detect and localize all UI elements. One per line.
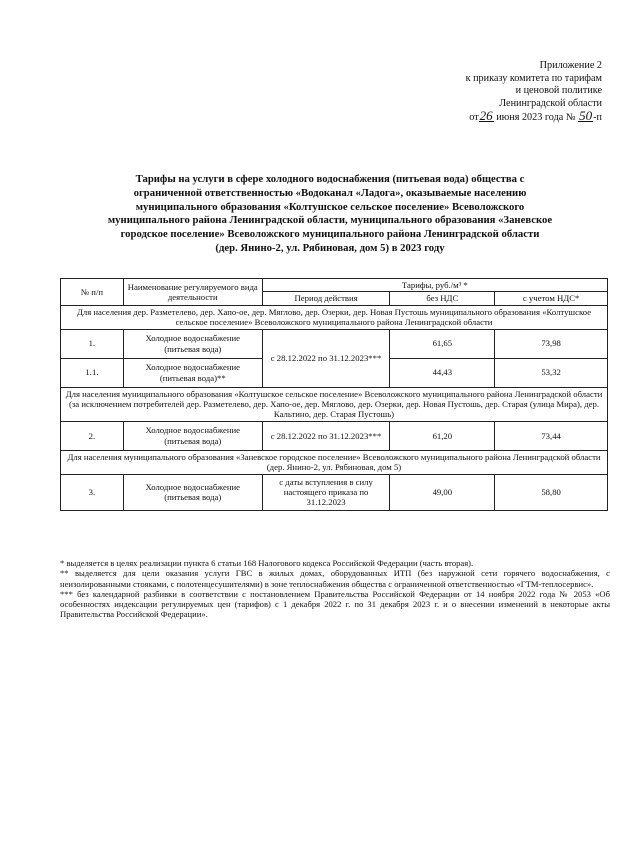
row-name: Холодное водоснабжение (питьевая вода) <box>123 329 262 358</box>
row-num: 1. <box>61 329 124 358</box>
row-with-vat: 73,98 <box>495 329 608 358</box>
order-day-handwritten: 26 <box>479 108 493 124</box>
header-name: Наименование регулируемого вида деятельности <box>123 279 262 306</box>
title-line-5: городское поселение» Всеволожского муниципального района Ленинградской области <box>120 228 540 241</box>
appendix-line-1: к приказу комитета по тарифам <box>465 72 602 84</box>
row-period: с даты вступления в силу настоящего приказа по 31.12.2023 <box>262 474 390 510</box>
row-name: Холодное водоснабжение (питьевая вода) <box>123 421 262 450</box>
header-no-vat: без НДС <box>390 292 495 305</box>
title-line-4: муниципального района Ленинградской области, муниципального образования «Заневское <box>107 214 553 227</box>
footnote-1: * выделяется в целях реализации пункта 6 статьи 168 Налогового кодекса Российской Федерации (часть вторая). <box>60 558 474 568</box>
row-with-vat: 53,32 <box>495 358 608 387</box>
row-period: с 28.12.2022 по 31.12.2023*** <box>262 421 390 450</box>
section-1-text: Для населения дер. Разметелево, дер. Хапо-ое, дер. Мяглово, дер. Озерки, дер. Новая Пустошь муниципального образования «Колтушское сельское поселение» Всеволожского муниципального района Ленинградской области <box>61 305 608 329</box>
header-num: № п/п <box>61 279 124 306</box>
table-row <box>61 421 608 450</box>
section-3-text: Для населения муниципального образования «Заневское городское поселение» Всеволожского муниципального района Ленинградской области (дер. Янино-2, ул. Рябиновая, дом 5) <box>61 450 608 474</box>
tariff-table <box>60 278 608 511</box>
title-line-3: муниципального образования «Колтушское сельское поселение» Всеволожского <box>135 200 525 213</box>
section-row <box>61 305 608 329</box>
order-number-handwritten: 50 <box>579 108 593 124</box>
header-tariffs: Тарифы, руб./м³ * <box>262 279 607 292</box>
section-2-text: Для населения муниципального образования «Колтушское сельское поселение» Всеволожского муниципального района Ленинградской области (за исключением потребителей дер. Разметелево, дер. Хапо-ое, дер. Мяглово, дер. Озерки, дер. Новая Пустошь, дер. Старая (улица Мира), дер. Кальтино, дер. Старая Пустошь) <box>61 387 608 421</box>
title-line-1: Тарифы на услуги в сфере холодного водоснабжения (питьевая вода) общества с <box>135 173 525 185</box>
table-header-row <box>61 279 608 292</box>
section-row <box>61 450 608 474</box>
document-title <box>70 173 590 256</box>
table-row <box>61 474 608 510</box>
footnote-2: ** выделяется для цели оказания услуги ГВС в жилых домах, оборудованных ИТП (без наружной сети горячего водоснабжения, с неизолированными стояками, с полотенцесушителями) в зоне теплоснабжения общества с ограниченной ответственностью «ГТМ-теплосервис». <box>60 568 610 589</box>
row-period: с 28.12.2022 по 31.12.2023*** <box>262 329 390 387</box>
order-prefix: от <box>469 112 479 124</box>
appendix-title: Приложение 2 <box>539 60 602 71</box>
row-name: Холодное водоснабжение (питьевая вода)** <box>123 358 262 387</box>
row-name: Холодное водоснабжение (питьевая вода) <box>123 474 262 510</box>
header-period: Период действия <box>262 292 390 305</box>
row-no-vat: 44,43 <box>390 358 495 387</box>
appendix-line-2: и ценовой политике <box>515 85 602 97</box>
section-row <box>61 387 608 421</box>
title-line-6: (дер. Янино-2, ул. Рябиновая, дом 5) в 2023 году <box>215 241 445 254</box>
row-num: 1.1. <box>61 358 124 387</box>
row-no-vat: 49,00 <box>390 474 495 510</box>
header-with-vat: с учетом НДС* <box>495 292 608 305</box>
row-num: 3. <box>61 474 124 510</box>
row-no-vat: 61,65 <box>390 329 495 358</box>
row-with-vat: 73,44 <box>495 421 608 450</box>
row-with-vat: 58,80 <box>495 474 608 510</box>
order-month-year: июня 2023 года № <box>493 112 579 124</box>
table-row <box>61 329 608 358</box>
row-num: 2. <box>61 421 124 450</box>
footnotes <box>60 558 610 620</box>
row-no-vat: 61,20 <box>390 421 495 450</box>
appendix-line-3: Ленинградской области <box>499 97 602 109</box>
order-suffix: -п <box>593 112 602 124</box>
footnote-3: *** без календарной разбивки в соответствии с постановлением Правительства Российской Федерации от 14 ноября 2022 года № 2053 «Об особенностях индексации регулируемых цен (тарифов) с 1 декабря 2022 г. по 31 декабря 2023 г. и о внесении изменений в некоторые акты Правительства Российской Федерации». <box>60 588 610 620</box>
title-line-2: ограниченной ответственностью «Водоканал «Ладога», оказываемые населению <box>133 186 527 199</box>
appendix-header <box>392 60 602 125</box>
order-reference <box>392 110 602 125</box>
